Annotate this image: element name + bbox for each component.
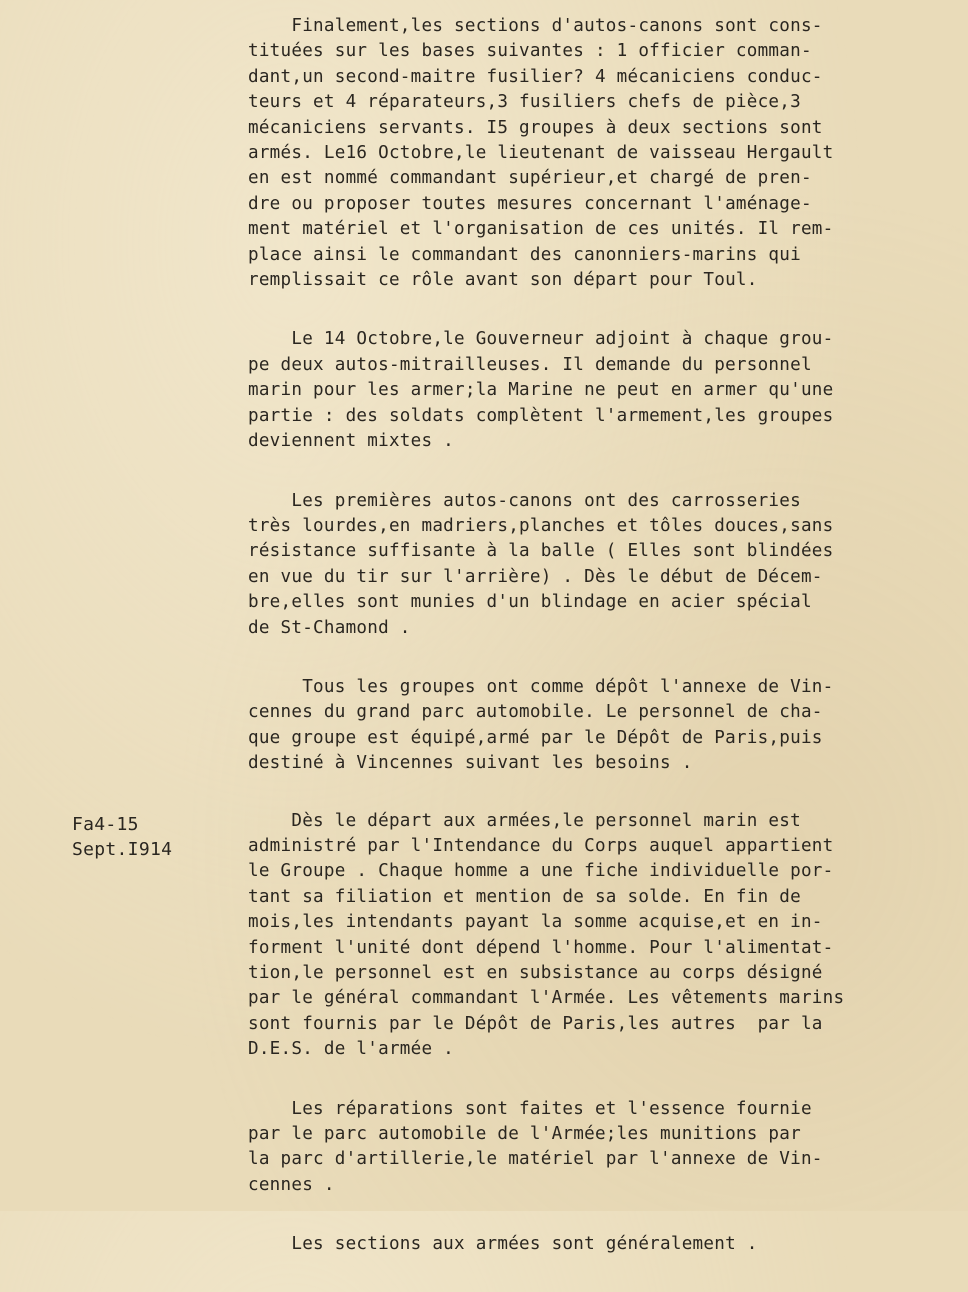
text-line: remplissait ce rôle avant son départ pour Toul. bbox=[248, 270, 758, 291]
text-line: que groupe est équipé,armé par le Dépôt de Paris,puis bbox=[248, 727, 823, 748]
text-line: très lourdes,en madriers,planches et tôles douces,sans bbox=[248, 515, 834, 536]
paragraph-3 bbox=[248, 489, 948, 641]
text-line: cennes . bbox=[248, 1174, 335, 1195]
text-line: pe deux autos-mitrailleuses. Il demande du personnel bbox=[248, 354, 812, 375]
text-line: ment matériel et l'organisation de ces unités. Il rem- bbox=[248, 219, 834, 240]
text-line: en vue du tir sur l'arrière) . Dès le début de Décem- bbox=[248, 566, 823, 587]
text-line: teurs et 4 réparateurs,3 fusiliers chefs de pièce,3 bbox=[248, 92, 801, 113]
text-line: le Groupe . Chaque homme a une fiche individuelle por- bbox=[248, 861, 834, 882]
margin-note-reference: Fa4-15 bbox=[72, 814, 139, 835]
text-line: bre,elles sont munies d'un blindage en acier spécial bbox=[248, 592, 812, 613]
text-line: en est nommé commandant supérieur,et chargé de pren- bbox=[248, 168, 812, 189]
text-line: place ainsi le commandant des canonniers-marins qui bbox=[248, 244, 801, 265]
paragraph-6 bbox=[248, 1097, 948, 1199]
text-line: Finalement,les sections d'autos-canons sont cons- bbox=[248, 16, 823, 36]
text-line: dre ou proposer toutes mesures concernant l'aménage- bbox=[248, 193, 812, 214]
text-line: Les réparations sont faites et l'essence fournie bbox=[248, 1098, 812, 1119]
text-line: mécaniciens servants. I5 groupes à deux sections sont bbox=[248, 117, 823, 138]
text-line: Les premières autos-canons ont des carrosseries bbox=[248, 490, 801, 511]
text-line: par le parc automobile de l'Armée;les munitions par bbox=[248, 1124, 801, 1145]
document-body bbox=[248, 14, 948, 1292]
text-line: mois,les intendants payant la somme acquise,et en in- bbox=[248, 912, 823, 933]
text-line: sont fournis par le Dépôt de Paris,les autres par la bbox=[248, 1013, 823, 1034]
margin-note bbox=[72, 812, 232, 862]
text-line: Les sections aux armées sont généralement . bbox=[248, 1234, 758, 1255]
text-line: tant sa filiation et mention de sa solde. En fin de bbox=[248, 886, 801, 907]
text-line: Dès le départ aux armées,le personnel marin est bbox=[248, 810, 801, 831]
text-line: partie : des soldats complètent l'armement,les groupes bbox=[248, 405, 834, 426]
text-line: cennes du grand parc automobile. Le personnel de cha- bbox=[248, 702, 823, 723]
text-line: la parc d'artillerie,le matériel par l'annexe de Vin- bbox=[248, 1149, 823, 1170]
text-line: tion,le personnel est en subsistance au corps désigné bbox=[248, 963, 823, 983]
paragraph-5 bbox=[248, 809, 948, 1063]
text-line: Tous les groupes ont comme dépôt l'annexe de Vin- bbox=[248, 676, 834, 697]
text-line: résistance suffisante à la balle ( Elles sont blindées bbox=[248, 541, 834, 562]
margin-note-date: Sept.I914 bbox=[72, 839, 173, 860]
paragraph-2 bbox=[248, 327, 948, 454]
paragraph-1 bbox=[248, 14, 948, 293]
text-line: D.E.S. de l'armée . bbox=[248, 1039, 455, 1060]
text-line: Le 14 Octobre,le Gouverneur adjoint à chaque grou- bbox=[248, 329, 834, 350]
text-line: de St-Chamond . bbox=[248, 617, 411, 638]
paragraph-4 bbox=[248, 675, 948, 777]
text-line: tituées sur les bases suivantes : 1 officier comman- bbox=[248, 41, 812, 62]
text-line: destiné à Vincennes suivant les besoins . bbox=[248, 753, 693, 774]
text-line: dant,un second-maitre fusilier? 4 mécaniciens conduc- bbox=[248, 66, 823, 87]
text-line: forment l'unité dont dépend l'homme. Pour l'alimentat- bbox=[248, 937, 834, 958]
text-line: deviennent mixtes . bbox=[248, 431, 455, 452]
paragraph-7 bbox=[248, 1232, 948, 1257]
text-line: administré par l'Intendance du Corps auquel appartient bbox=[248, 835, 834, 856]
text-line: armés. Le16 Octobre,le lieutenant de vaisseau Hergault bbox=[248, 143, 834, 164]
text-line: par le général commandant l'Armée. Les vêtements marins bbox=[248, 988, 845, 1009]
text-line: marin pour les armer;la Marine ne peut en armer qu'une bbox=[248, 380, 834, 401]
